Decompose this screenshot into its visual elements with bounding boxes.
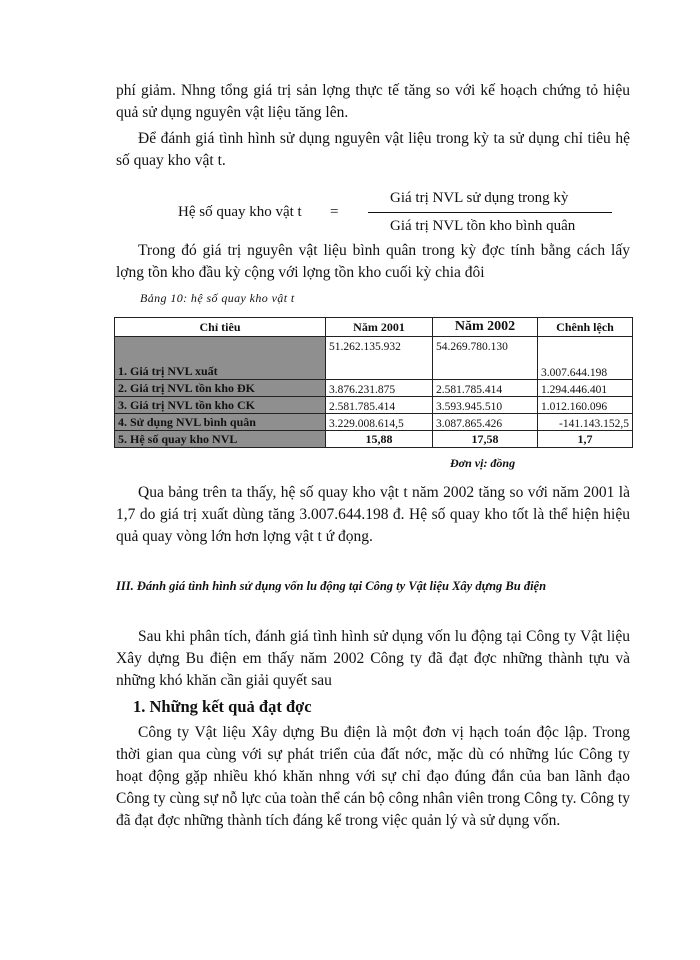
table-caption: Bảng 10: hệ số quay kho vật t: [140, 291, 295, 305]
inventory-turnover-table: [114, 317, 633, 448]
formula-denominator: Giá trị NVL tồn kho bình quân: [390, 218, 576, 234]
cell-2001: 2.581.785.414: [326, 397, 433, 414]
cell-2002: 54.269.780.130: [433, 337, 538, 380]
cell-2002: 17,58: [433, 431, 538, 448]
row-label: 4. Sử dụng NVL bình quân: [115, 414, 326, 431]
cell-difference: 1.294.446.401: [538, 380, 633, 397]
table-row: [115, 414, 633, 431]
cell-2001: 3.229.008.614,5: [326, 414, 433, 431]
cell-2001: 3.876.231.875: [326, 380, 433, 397]
subsection-heading: 1. Những kết quả đạt đợc: [133, 697, 312, 716]
cell-2001: 51.262.135.932: [326, 337, 433, 380]
table-header-row: [115, 318, 633, 337]
paragraph-explanation: Trong đó giá trị nguyên vật liệu bình quân trong kỳ đợc tính bằng cách lấy lợng tồn kho đầu kỳ cộng với lợng tồn kho cuối kỳ chia đôi: [116, 242, 630, 281]
paragraph-intro: phí giảm. Nhng tổng giá trị sản lợng thực tế tăng so với kế hoạch chứng tỏ hiệu quả sử dụng nguyên vật liệu tăng lên.: [116, 82, 630, 121]
paragraph-method: Để đánh giá tình hình sử dụng nguyên vật liệu trong kỳ ta sử dụng chỉ tiêu hệ số quay kho vật t.: [116, 130, 630, 169]
formula-numerator: Giá trị NVL sử dụng trong kỳ: [390, 190, 569, 206]
cell-difference: 3.007.644.198: [538, 337, 633, 380]
paragraph-conclusion: Qua bảng trên ta thấy, hệ số quay kho vật t năm 2002 tăng so với năm 2001 là 1,7 do giá trị xuất dùng tăng 3.007.644.198 đ. Hệ số quay kho tốt là thể hiện hiệu quả quay vòng lớn hơn lợng vật t ứ đọng.: [116, 484, 630, 545]
cell-2001: 15,88: [326, 431, 433, 448]
paragraph-analysis: Sau khi phân tích, đánh giá tình hình sử dụng vốn lu động tại Công ty Vật liệu Xây dựng Bu điện em thấy năm 2002 Công ty đã đạt đợc những thành tựu và những khó khăn cần giải quyết sau: [116, 628, 630, 689]
cell-difference: -141.143.152,5: [538, 414, 633, 431]
paragraph-results: Công ty Vật liệu Xây dựng Bu điện là một đơn vị hạch toán độc lập. Trong thời gian qua cùng với sự phát triển của đất nớc, mặc dù có những lúc Công ty hoạt động gặp nhiều khó khăn nhng với sự chỉ đạo đúng đắn của ban lãnh đạo Công ty cùng sự nỗ lực của toàn thể cán bộ công nhân viên trong Công ty. Công ty đã đạt đợc những thành tích đáng kể trong việc quản lý và sử dụng vốn.: [116, 724, 630, 829]
header-2002: Năm 2002: [433, 318, 538, 337]
table-row: [115, 337, 633, 380]
unit-label: Đơn vị: đồng: [450, 456, 516, 470]
cell-2002: 3.593.945.510: [433, 397, 538, 414]
cell-2002: 3.087.865.426: [433, 414, 538, 431]
table-row: [115, 380, 633, 397]
cell-difference: 1.012.160.096: [538, 397, 633, 414]
header-2001: Năm 2001: [326, 318, 433, 337]
formula-lhs: Hệ số quay kho vật t: [178, 204, 302, 220]
section-heading: III. Đánh giá tình hình sử dụng vốn lu động tại Công ty Vật liệu Xây dựng Bu điện: [116, 579, 547, 593]
header-indicator: Chỉ tiêu: [115, 318, 326, 337]
table-row: [115, 431, 633, 448]
row-label: 3. Giá trị NVL tồn kho CK: [115, 397, 326, 414]
cell-2002: 2.581.785.414: [433, 380, 538, 397]
cell-difference: 1,7: [538, 431, 633, 448]
table-row: [115, 397, 633, 414]
row-label: 2. Giá trị NVL tồn kho ĐK: [115, 380, 326, 397]
formula: [178, 190, 638, 240]
fraction-bar: [368, 212, 612, 213]
row-label: 1. Giá trị NVL xuất: [115, 337, 326, 380]
header-difference: Chênh lệch: [538, 318, 633, 337]
row-label: 5. Hệ số quay kho NVL: [115, 431, 326, 448]
formula-equals: =: [330, 204, 339, 220]
